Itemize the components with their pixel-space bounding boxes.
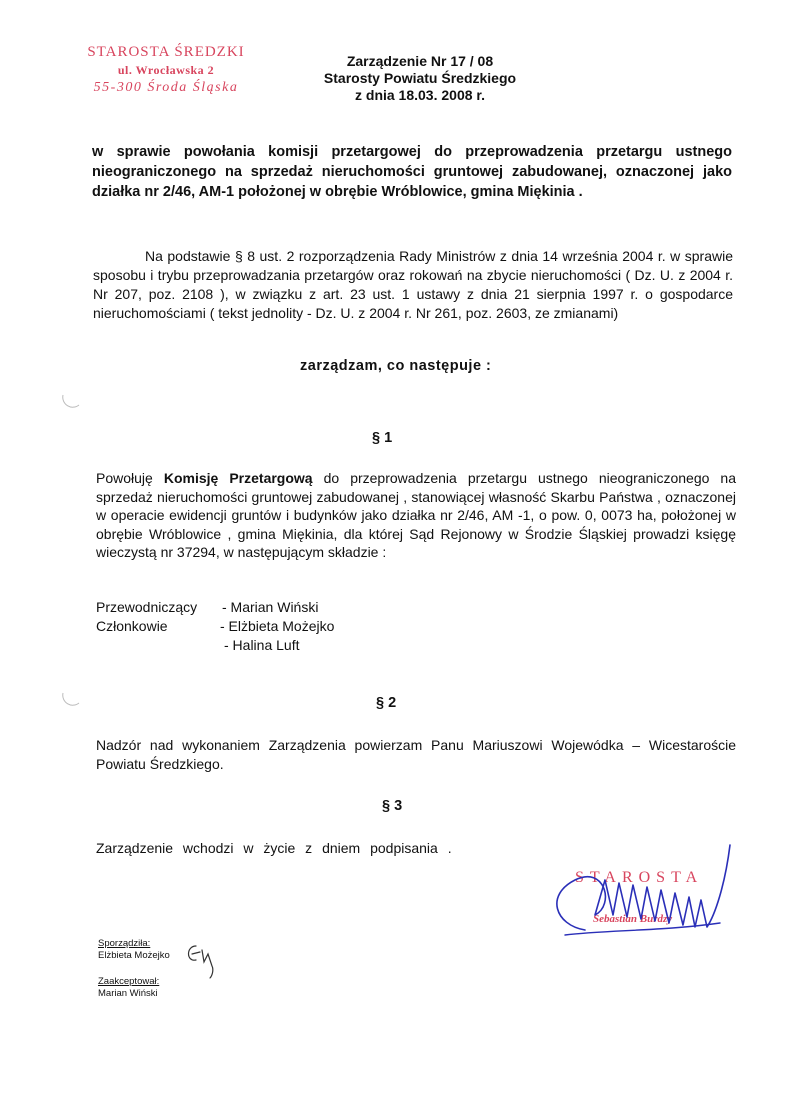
section-2-heading: § 2 xyxy=(376,695,397,711)
section-1-text xyxy=(96,469,736,562)
signature-block xyxy=(545,865,735,965)
legal-basis: Na podstawie § 8 ust. 2 rozporządzenia Rady Ministrów z dnia 14 września 2004 r. w sprawie sposobu i trybu przeprowadzania przetargów oraz rokowań na zbycie nieruchomości ( Dz. U. z 2004 r. Nr 207, poz. 2108 ), w związku z art. 23 ust. 1 ustawy z dnia 21 sierpnia 1997 r. o gospodarce nieruchomościami ( tekst jednolity - Dz. U. z 2004 r. Nr 261, poz. 2603, ze zmianami) xyxy=(93,248,733,321)
accepted-by xyxy=(98,976,159,1000)
initials-signature xyxy=(182,940,222,980)
header-issuer: Starosty Powiatu Średzkiego xyxy=(323,70,517,86)
section-3-heading: § 3 xyxy=(382,798,403,814)
section-1-text-end: do przeprowadzenia przetargu ustnego nieograniczonego na sprzedaż nieruchomości gruntowej zabudowanej , stanowiącej własność Skarbu Państwa , oznaczonej w operacie ewidencji gruntów i budynków jako działka nr 2/46, AM -1, o pow. 0, 0073 ha, położonej w obrębie Wróblowice , gmina Miękinia, dla której Sąd Rejonowy w Środzie Śląskiej prowadzi księgę wieczystą nr 37294, w następującym składzie : xyxy=(96,470,736,560)
member-role: Członkowie xyxy=(96,618,168,634)
member-role: Przewodniczący xyxy=(96,599,198,615)
section-2-text: Nadzór nad wykonaniem Zarządzenia powierzam Panu Mariuszowi Wojewódka – Wicestaroście Powiatu Średzkiego. xyxy=(96,737,736,772)
section-1-bold: Komisję Przetargową xyxy=(163,470,313,486)
member-name: - Elżbieta Możejko xyxy=(220,618,335,634)
prepared-label: Sporządziła: xyxy=(98,938,151,949)
signature-stamp-title: STAROSTA xyxy=(575,869,704,886)
office-stamp xyxy=(76,44,256,96)
document-subject: w sprawie powołania komisji przetargowej do przeprowadzenia przetargu ustnego nieograniczonego na sprzedaż nieruchomości gruntowej zabudowanej, oznaczonej jako działka nr 2/46, AM-1 położonej w obrębie Wróblowice, gmina Miękinia . xyxy=(92,144,732,200)
handwritten-signature xyxy=(545,835,745,965)
accepted-label: Zaakceptował: xyxy=(98,976,160,987)
punch-hole-bottom xyxy=(55,685,85,715)
prepared-by xyxy=(98,938,170,962)
section-3-text: Zarządzenie wchodzi w życie z dniem podpisania . xyxy=(96,840,452,856)
stamp-line-1: STAROSTA ŚREDZKI xyxy=(87,44,245,60)
decree-line: zarządzam, co następuje : xyxy=(300,358,492,374)
accepted-name: Marian Wiński xyxy=(98,988,158,999)
member-name: - Halina Luft xyxy=(224,637,300,653)
header-title: Zarządzenie Nr 17 / 08 xyxy=(346,53,494,69)
signature-stamp-name: Sebastian Burdzy xyxy=(593,913,673,925)
document-header xyxy=(290,53,550,104)
stamp-line-2: ul. Wrocławska 2 xyxy=(117,63,215,77)
prepared-name: Elżbieta Możejko xyxy=(98,950,170,961)
section-1-text-start: Powołuję xyxy=(96,470,164,486)
section-1-heading: § 1 xyxy=(372,430,393,446)
header-date: z dnia 18.03. 2008 r. xyxy=(355,87,485,103)
punch-hole-top xyxy=(55,385,85,415)
stamp-line-3: 55-300 Środa Śląska xyxy=(93,80,239,95)
member-name: - Marian Wiński xyxy=(222,599,319,615)
